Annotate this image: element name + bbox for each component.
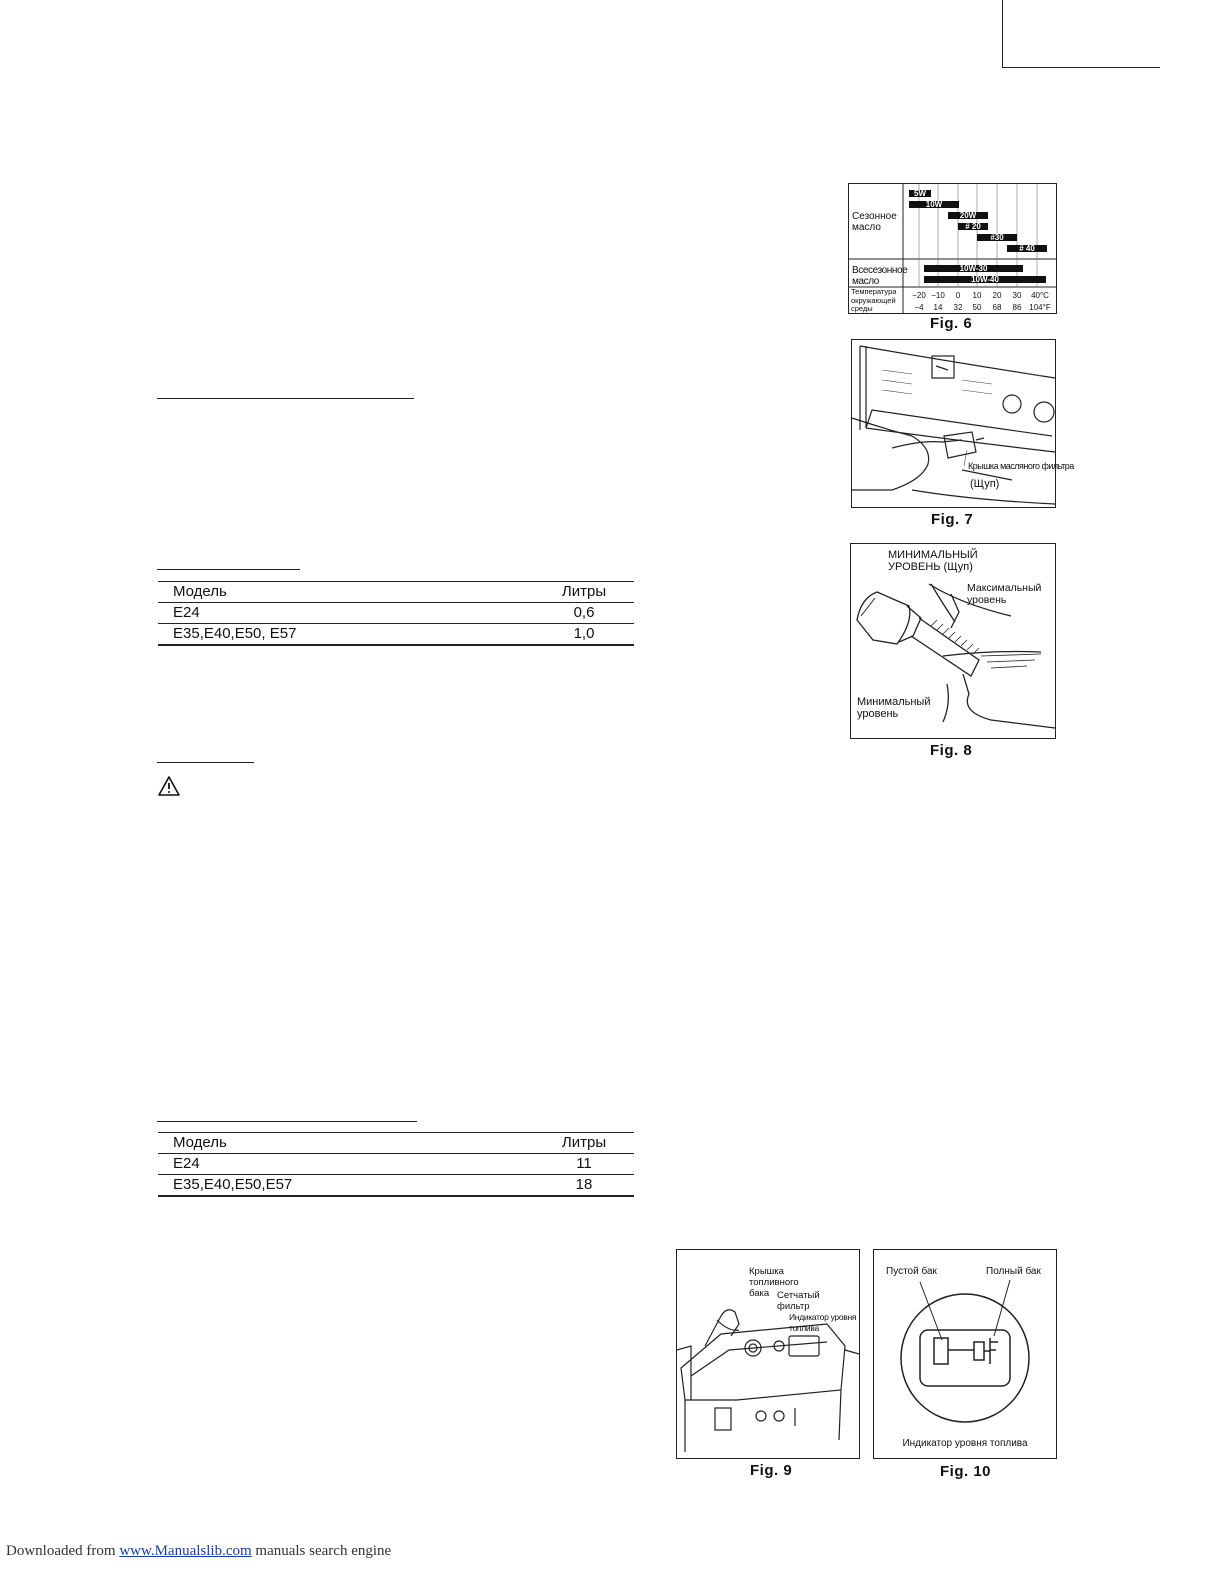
section-rule-4 [157, 1121, 417, 1122]
table-header-row [158, 1132, 634, 1154]
celsius-tick: −10 [931, 291, 945, 300]
fig10-caption: Fig. 10 [940, 1463, 992, 1480]
min-level-label: Минимальный уровень [857, 696, 931, 720]
fig10-illustration [873, 1249, 1057, 1459]
table-row [158, 603, 634, 624]
fahrenheit-tick: 104°F [1029, 303, 1051, 312]
fig6-caption: Fig. 6 [930, 315, 973, 332]
bar-label-20: # 20 [965, 222, 981, 231]
celsius-tick: 20 [992, 291, 1002, 300]
footer-suffix: manuals search engine [251, 1543, 392, 1559]
seasonal-oil-label: Сезонное масло [852, 211, 897, 233]
full-tank-label: Полный бак [986, 1266, 1041, 1277]
cell-liters: 1,0 [573, 625, 595, 642]
corner-mark-horizontal [1002, 67, 1160, 68]
header-liters: Литры [561, 583, 607, 600]
cell-liters: 11 [576, 1155, 592, 1172]
table-row [158, 1175, 634, 1197]
section-rule-2 [157, 569, 300, 570]
fig8-illustration [850, 543, 1056, 739]
corner-mark-vertical [1002, 0, 1003, 68]
bar-label-5w: 5W [914, 189, 926, 198]
max-level-label: Максимальный уровень [967, 582, 1042, 606]
bar-label-30: #30 [990, 233, 1004, 242]
dipstick-label: (Щуп) [970, 478, 1000, 490]
warning-icon [157, 775, 181, 797]
bar-label-10w: 10W [925, 200, 943, 209]
fahrenheit-tick: 68 [992, 303, 1002, 312]
empty-tank-label: Пустой бак [886, 1266, 937, 1277]
celsius-tick: −20 [912, 291, 926, 300]
manualslib-link[interactable]: www.Manualslib.com [119, 1543, 252, 1559]
table-row [158, 1154, 634, 1175]
header-model: Модель [173, 583, 227, 600]
fahrenheit-tick: 14 [933, 303, 943, 312]
bar-label-10w30: 10W-30 [959, 264, 988, 273]
fuel-capacity-table [158, 1132, 634, 1197]
allseason-oil-label: Всесезонное масло [852, 265, 908, 287]
cell-model: E24 [173, 1155, 200, 1172]
cell-liters: 18 [575, 1176, 593, 1193]
header-model: Модель [173, 1134, 227, 1151]
oil-capacity-table [158, 581, 634, 646]
cell-liters: 0,6 [573, 604, 595, 621]
fahrenheit-tick: 86 [1012, 303, 1022, 312]
cell-model: E35,E40,E50, E57 [173, 625, 297, 642]
celsius-tick: 0 [955, 291, 961, 300]
fig9-illustration [676, 1249, 860, 1459]
table-header-row [158, 581, 634, 603]
header-liters: Литры [561, 1134, 607, 1151]
strainer-label: Сетчатый фильтр [777, 1290, 820, 1312]
fahrenheit-tick: 50 [972, 303, 982, 312]
table-row [158, 624, 634, 646]
temperature-label: Температура окружающей среды [851, 287, 897, 313]
fuel-cap-label: Крышка топливного бака [749, 1266, 799, 1299]
fig7-illustration [851, 339, 1074, 508]
bar-label-20w: 20W [959, 211, 977, 220]
fig8-caption: Fig. 8 [930, 742, 973, 759]
celsius-tick: 10 [972, 291, 982, 300]
fahrenheit-tick: 32 [953, 303, 963, 312]
fig6-oil-viscosity-chart [848, 183, 1057, 314]
celsius-tick: 30 [1012, 291, 1022, 300]
bar-label-40: # 40 [1019, 244, 1035, 253]
section-rule-3 [157, 762, 254, 763]
section-rule-1 [157, 398, 414, 399]
cell-model: E24 [173, 604, 200, 621]
footer [6, 1543, 391, 1560]
fuel-gauge-label: Индикатор уровня топлива [789, 1312, 857, 1333]
fig7-caption: Fig. 7 [931, 511, 974, 528]
min-level-dipstick-label: МИНИМАЛЬНЫЙ УРОВЕНЬ (Щуп) [888, 549, 978, 573]
fig9-caption: Fig. 9 [750, 1462, 793, 1479]
footer-prefix: Downloaded from [6, 1543, 120, 1559]
oil-filter-cap-label: Крышка масляного фильтра [968, 461, 1074, 471]
fuel-gauge-label: Индикатор уровня топлива [902, 1438, 1028, 1449]
fahrenheit-tick: −4 [914, 303, 924, 312]
celsius-tick: 40°C [1031, 291, 1049, 300]
cell-model: E35,E40,E50,E57 [173, 1176, 293, 1193]
bar-label-10w40: 10W-40 [971, 275, 999, 284]
